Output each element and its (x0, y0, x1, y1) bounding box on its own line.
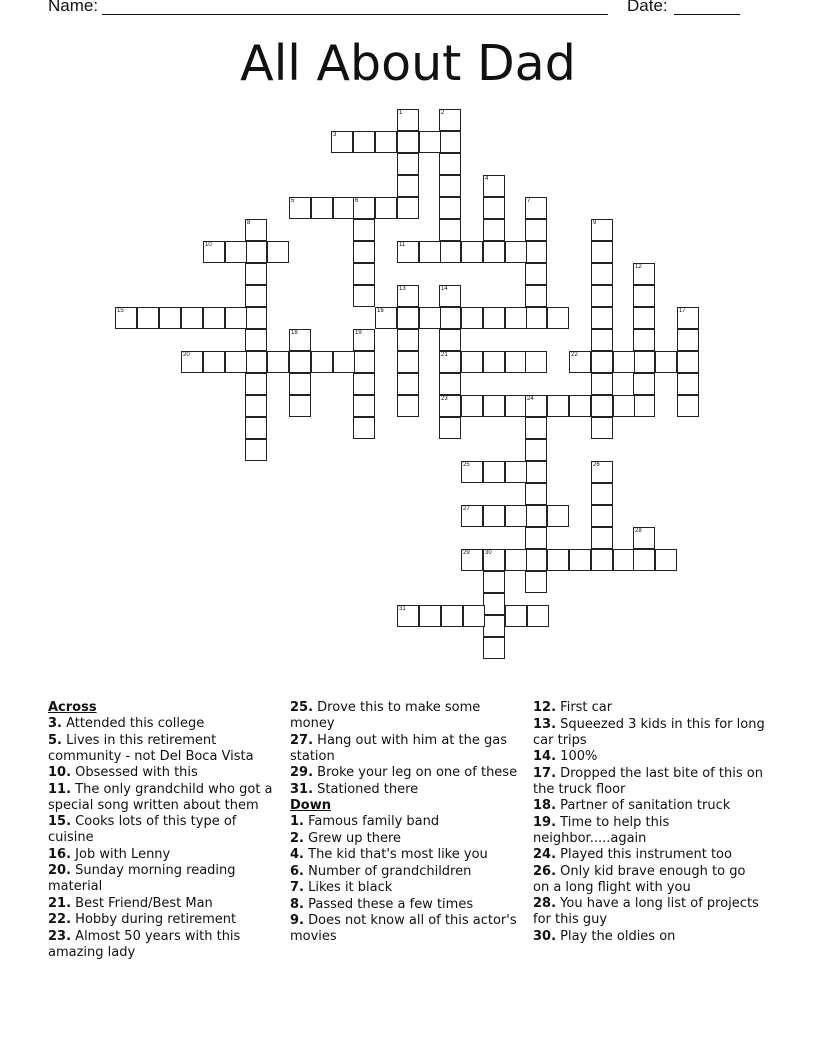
down-clue (533, 749, 765, 765)
grid-cell[interactable] (289, 373, 311, 395)
grid-cell[interactable] (655, 351, 677, 373)
grid-cell[interactable] (181, 307, 203, 329)
grid-cell[interactable] (267, 351, 289, 373)
grid-cell[interactable] (353, 131, 375, 153)
grid-cell[interactable] (525, 483, 547, 505)
clue-number: 4. (290, 847, 304, 862)
grid-cell[interactable] (483, 615, 505, 637)
grid-cell[interactable] (311, 351, 333, 373)
grid-cell[interactable] (591, 373, 613, 395)
down-clue (290, 897, 522, 913)
grid-cell[interactable] (289, 351, 311, 373)
across-heading: Across (48, 700, 97, 715)
grid-cell[interactable] (505, 605, 527, 627)
clue-number: 17. (533, 765, 557, 781)
clue-number-label: 10 (205, 242, 212, 248)
clue-text: Lives in this retirement community - not Del Boca Vista (48, 732, 254, 764)
grid-cell[interactable] (441, 605, 463, 627)
down-clue (533, 766, 765, 798)
grid-cell[interactable] (353, 351, 375, 373)
across-clue (48, 765, 280, 781)
grid-cell[interactable] (439, 219, 461, 241)
grid-cell[interactable] (505, 461, 527, 483)
clue-number: 9. (290, 913, 304, 928)
grid-cell[interactable] (633, 395, 655, 417)
clue-number-label: 1 (399, 110, 403, 116)
grid-cell[interactable] (353, 285, 375, 307)
across-clue (48, 782, 280, 814)
clue-text: Likes it black (308, 880, 393, 895)
clue-number: 29. (290, 765, 314, 780)
clue-text: Number of grandchildren (308, 863, 472, 879)
clue-number-label: 17 (679, 308, 686, 314)
clue-number: 5. (48, 732, 62, 748)
clue-number-label: 26 (593, 462, 600, 468)
grid-cell[interactable] (591, 329, 613, 351)
grid-cell[interactable] (397, 395, 419, 417)
grid-cell[interactable] (397, 131, 419, 153)
grid-cell[interactable] (461, 395, 483, 417)
grid-cell[interactable] (547, 505, 569, 527)
grid-cell[interactable] (547, 395, 569, 417)
grid-cell[interactable] (633, 329, 655, 351)
across-clue (48, 847, 280, 863)
clue-number-label: 19 (355, 330, 362, 336)
clue-number-label: 8 (247, 220, 251, 226)
grid-cell[interactable] (591, 241, 613, 263)
clue-text: Squeezed 3 kids in this for long car trips (533, 716, 765, 748)
grid-cell[interactable] (461, 241, 483, 263)
grid-cell[interactable] (505, 351, 527, 373)
down-clue (290, 913, 522, 945)
grid-cell[interactable] (397, 373, 419, 395)
grid-cell[interactable] (525, 285, 547, 307)
grid-cell[interactable] (525, 461, 547, 483)
clue-text: Dropped the last bite of this on the truck floor (533, 765, 763, 797)
grid-cell[interactable] (353, 263, 375, 285)
grid-cell[interactable] (375, 131, 397, 153)
grid-cell[interactable] (439, 153, 461, 175)
clue-text: Famous family band (308, 814, 440, 829)
clue-number: 2. (290, 830, 304, 846)
grid-cell[interactable] (591, 285, 613, 307)
down-clue (290, 831, 522, 847)
grid-cell[interactable] (439, 241, 461, 263)
grid-cell[interactable] (505, 549, 527, 571)
clue-number-label: 15 (117, 308, 124, 314)
clue-number: 1. (290, 814, 304, 829)
clue-number-label: 12 (635, 264, 642, 270)
grid-cell[interactable] (439, 417, 461, 439)
down-clue (290, 880, 522, 896)
grid-cell[interactable] (505, 505, 527, 527)
clue-number-label: 13 (399, 286, 406, 292)
clue-text: Broke your leg on one of these (317, 765, 518, 780)
grid-cell[interactable] (547, 307, 569, 329)
clue-number: 11. (48, 781, 72, 797)
clue-number-label: 31 (399, 606, 406, 612)
clue-number: 16. (48, 846, 72, 862)
grid-cell[interactable] (375, 197, 397, 219)
clue-number: 13. (533, 716, 557, 732)
clue-number-label: 23 (441, 396, 448, 402)
clue-text: Best Friend/Best Man (75, 895, 213, 911)
clue-number: 31. (290, 781, 314, 797)
across-clue (48, 716, 280, 732)
grid-cell[interactable] (525, 351, 547, 373)
clue-number-label: 21 (441, 352, 448, 358)
grid-cell[interactable] (245, 373, 267, 395)
clue-text: Time to help this neighbor.....again (533, 814, 670, 846)
clue-number: 23. (48, 928, 72, 944)
grid-cell[interactable] (419, 307, 441, 329)
down-clue (533, 864, 765, 896)
grid-cell[interactable] (483, 351, 505, 373)
grid-cell[interactable] (483, 571, 505, 593)
clue-number: 30. (533, 928, 557, 944)
grid-cell[interactable] (591, 351, 613, 373)
grid-cell[interactable] (353, 417, 375, 439)
clue-number-label: 28 (635, 528, 642, 534)
clue-number-label: 5 (291, 198, 295, 204)
clue-number: 21. (48, 895, 72, 911)
clue-number-label: 14 (441, 286, 448, 292)
down-clue (533, 847, 765, 863)
clue-text: Grew up there (308, 830, 402, 846)
clue-number-label: 20 (183, 352, 190, 358)
grid-cell[interactable] (353, 219, 375, 241)
clues-column-2 (290, 700, 522, 946)
clue-text: 100% (560, 749, 598, 764)
grid-cell[interactable] (245, 307, 267, 329)
grid-cell[interactable] (245, 329, 267, 351)
clue-text: Stationed there (317, 781, 419, 797)
grid-cell[interactable] (159, 307, 181, 329)
grid-cell[interactable] (525, 505, 547, 527)
clue-number-label: 16 (377, 308, 384, 314)
down-clue (533, 717, 765, 749)
down-clue (290, 864, 522, 880)
grid-cell[interactable] (225, 241, 247, 263)
grid-cell[interactable] (547, 549, 569, 571)
clue-text: Hang out with him at the gas station (290, 732, 507, 764)
clue-number: 3. (48, 716, 62, 731)
clue-text: First car (560, 700, 613, 715)
clue-text: Does not know all of this actor's movies (290, 913, 517, 944)
clue-text: Attended this college (66, 716, 205, 731)
grid-cell[interactable] (245, 439, 267, 461)
clue-number: 22. (48, 912, 72, 927)
clue-text: Passed these a few times (308, 896, 474, 912)
down-clue (533, 815, 765, 847)
grid-cell[interactable] (591, 527, 613, 549)
across-clue (290, 700, 522, 732)
clue-number: 12. (533, 700, 557, 715)
grid-cell[interactable] (613, 351, 635, 373)
grid-cell[interactable] (245, 285, 267, 307)
grid-cell[interactable] (353, 395, 375, 417)
clue-text: Hobby during retirement (75, 912, 237, 927)
clue-number: 25. (290, 700, 314, 715)
grid-cell[interactable] (569, 395, 591, 417)
clue-text: Almost 50 years with this amazing lady (48, 928, 241, 960)
grid-cell[interactable] (505, 241, 527, 263)
grid-cell[interactable] (633, 307, 655, 329)
grid-cell[interactable] (633, 351, 655, 373)
grid-cell[interactable] (461, 307, 483, 329)
grid-cell[interactable] (311, 197, 333, 219)
grid-cell[interactable] (525, 263, 547, 285)
grid-cell[interactable] (677, 395, 699, 417)
clue-number-label: 2 (441, 110, 445, 116)
across-clue (48, 896, 280, 912)
grid-cell[interactable] (397, 307, 419, 329)
clue-number: 26. (533, 863, 557, 879)
grid-cell[interactable] (483, 395, 505, 417)
grid-cell[interactable] (505, 395, 527, 417)
clue-number-label: 6 (355, 198, 359, 204)
grid-cell[interactable] (225, 351, 247, 373)
clue-text: Job with Lenny (75, 846, 171, 862)
grid-cell[interactable] (591, 307, 613, 329)
grid-cell[interactable] (419, 241, 441, 263)
clue-number: 19. (533, 814, 557, 830)
clue-text: Played this instrument too (560, 847, 732, 862)
clue-number-label: 27 (463, 506, 470, 512)
clue-number: 10. (48, 765, 72, 780)
clue-text: Drove this to make some money (290, 700, 481, 731)
clues-column-1 (48, 700, 280, 961)
grid-cell[interactable] (527, 605, 549, 627)
grid-cell[interactable] (591, 549, 613, 571)
grid-cell[interactable] (439, 175, 461, 197)
grid-cell[interactable] (483, 197, 505, 219)
grid-cell[interactable] (463, 605, 485, 627)
grid-cell[interactable] (439, 373, 461, 395)
grid-cell[interactable] (245, 351, 267, 373)
grid-cell[interactable] (655, 549, 677, 571)
clue-text: Play the oldies on (560, 928, 676, 944)
clue-number-label: 24 (527, 396, 534, 402)
clue-number: 28. (533, 896, 557, 911)
grid-cell[interactable] (483, 219, 505, 241)
grid-cell[interactable] (591, 417, 613, 439)
grid-cell[interactable] (591, 483, 613, 505)
clue-number: 24. (533, 847, 557, 862)
grid-cell[interactable] (483, 505, 505, 527)
clue-number: 14. (533, 749, 557, 764)
clue-number: 15. (48, 814, 72, 829)
grid-cell[interactable] (397, 351, 419, 373)
grid-cell[interactable] (483, 593, 505, 615)
grid-cell[interactable] (569, 549, 591, 571)
grid-cell[interactable] (525, 417, 547, 439)
grid-cell[interactable] (677, 373, 699, 395)
grid-cell[interactable] (591, 263, 613, 285)
name-label: Name: (48, 0, 99, 15)
grid-cell[interactable] (613, 549, 635, 571)
clue-number: 7. (290, 880, 304, 895)
grid-cell[interactable] (225, 307, 247, 329)
clue-number: 18. (533, 798, 557, 813)
grid-cell[interactable] (353, 373, 375, 395)
grid-cell[interactable] (245, 241, 267, 263)
grid-cell[interactable] (439, 307, 461, 329)
grid-cell[interactable] (525, 307, 547, 329)
clue-text: Cooks lots of this type of cuisine (48, 814, 237, 845)
grid-cell[interactable] (677, 351, 699, 373)
clue-number-label: 25 (463, 462, 470, 468)
grid-cell[interactable] (419, 131, 441, 153)
clue-text: Obsessed with this (75, 765, 198, 780)
grid-cell[interactable] (613, 395, 635, 417)
grid-cell[interactable] (483, 461, 505, 483)
across-clue (48, 912, 280, 928)
grid-cell[interactable] (525, 549, 547, 571)
clue-number-label: 22 (571, 352, 578, 358)
grid-cell[interactable] (483, 637, 505, 659)
clue-number: 8. (290, 896, 304, 912)
grid-cell[interactable] (397, 175, 419, 197)
grid-cell[interactable] (591, 505, 613, 527)
clue-number-label: 30 (485, 550, 492, 556)
grid-cell[interactable] (525, 527, 547, 549)
grid-cell[interactable] (245, 263, 267, 285)
grid-cell[interactable] (633, 285, 655, 307)
grid-cell[interactable] (677, 329, 699, 351)
date-label: Date: (627, 0, 668, 15)
across-clue (48, 929, 280, 961)
clue-number-label: 7 (527, 198, 531, 204)
grid-cell[interactable] (439, 329, 461, 351)
grid-cell[interactable] (203, 351, 225, 373)
grid-cell[interactable] (333, 351, 355, 373)
clue-number-label: 18 (291, 330, 298, 336)
clue-text: The only grandchild who got a special song written about them (48, 781, 273, 813)
clue-number: 6. (290, 863, 304, 879)
clue-text: Sunday morning reading material (48, 863, 236, 894)
down-clue (290, 847, 522, 863)
down-clue (290, 814, 522, 830)
across-clue (290, 733, 522, 765)
grid-cell[interactable] (525, 219, 547, 241)
grid-cell[interactable] (245, 417, 267, 439)
grid-cell[interactable] (439, 197, 461, 219)
clue-text: The kid that's most like you (308, 847, 488, 862)
grid-cell[interactable] (525, 241, 547, 263)
grid-cell[interactable] (137, 307, 159, 329)
grid-cell[interactable] (289, 395, 311, 417)
down-heading: Down (290, 798, 331, 813)
grid-cell[interactable] (633, 549, 655, 571)
clue-number: 27. (290, 732, 314, 748)
grid-cell[interactable] (397, 197, 419, 219)
grid-cell[interactable] (397, 329, 419, 351)
grid-cell[interactable] (245, 395, 267, 417)
grid-cell[interactable] (461, 351, 483, 373)
grid-cell[interactable] (353, 241, 375, 263)
across-clue (290, 765, 522, 781)
grid-cell[interactable] (203, 307, 225, 329)
clue-text: Only kid brave enough to go on a long flight with you (533, 863, 746, 895)
grid-cell[interactable] (483, 307, 505, 329)
grid-cell[interactable] (633, 373, 655, 395)
grid-cell[interactable] (525, 439, 547, 461)
clue-number-label: 29 (463, 550, 470, 556)
grid-cell[interactable] (525, 571, 547, 593)
grid-cell[interactable] (505, 307, 527, 329)
down-clue (533, 798, 765, 814)
grid-cell[interactable] (439, 131, 461, 153)
clue-text: Partner of sanitation truck (560, 798, 731, 813)
grid-cell[interactable] (483, 241, 505, 263)
clue-number-label: 9 (593, 220, 597, 226)
down-clue (533, 929, 765, 945)
grid-cell[interactable] (419, 605, 441, 627)
clue-number-label: 11 (399, 242, 406, 248)
across-clue (48, 814, 280, 846)
down-clue (533, 700, 765, 716)
grid-cell[interactable] (591, 395, 613, 417)
clue-text: You have a long list of projects for this guy (533, 896, 759, 927)
across-clue (48, 733, 280, 765)
clues-column-3 (533, 700, 765, 945)
down-clue (533, 896, 765, 928)
across-clue (48, 863, 280, 895)
grid-cell[interactable] (267, 241, 289, 263)
grid-cell[interactable] (333, 197, 355, 219)
across-clue (290, 782, 522, 798)
clue-number-label: 4 (485, 176, 489, 182)
clue-number: 20. (48, 863, 72, 878)
clue-number-label: 3 (333, 132, 337, 138)
grid-cell[interactable] (397, 153, 419, 175)
page-title: All About Dad (240, 35, 576, 92)
